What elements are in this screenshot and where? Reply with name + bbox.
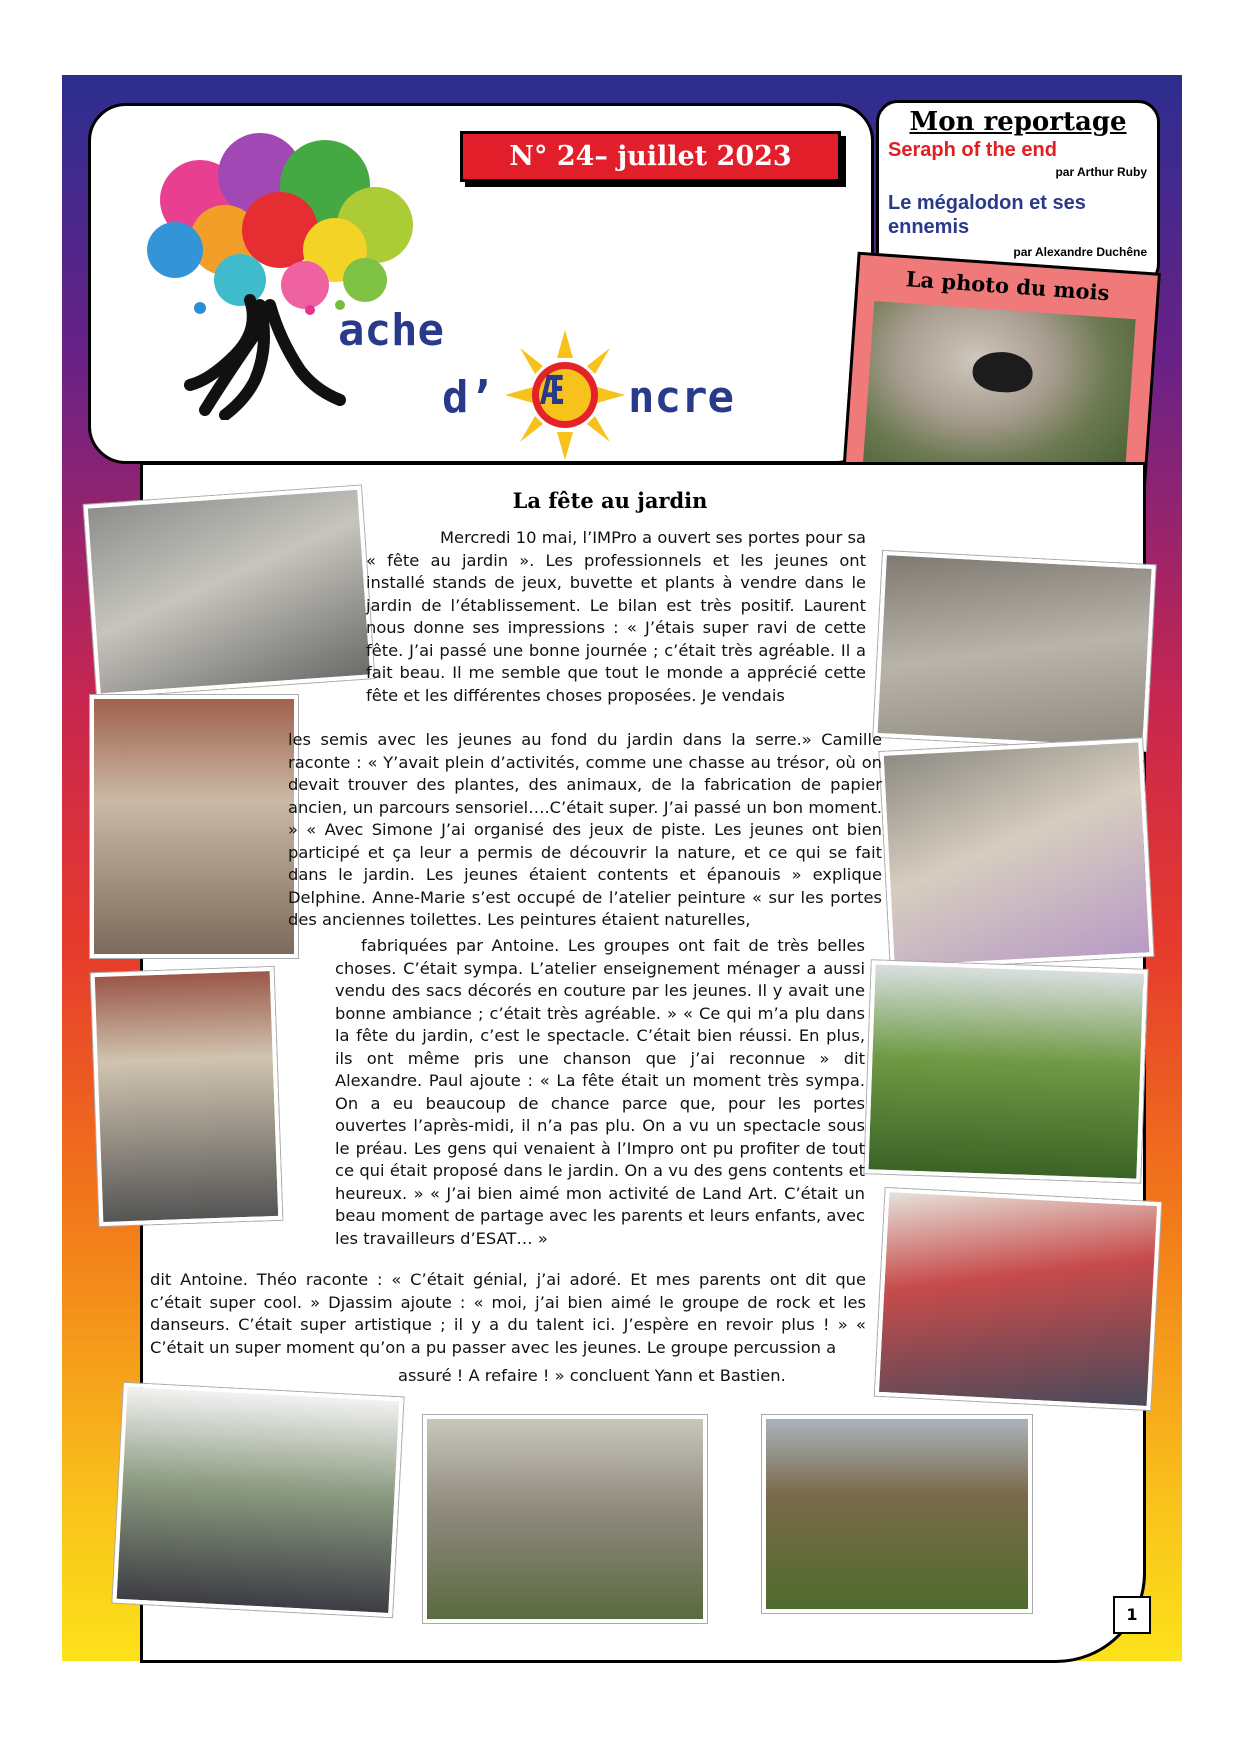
photo-tent-visitors [112, 1383, 403, 1617]
photo-painting-table [90, 695, 298, 958]
reportage-item-2-author: par Alexandre Duchêne [1013, 245, 1147, 259]
photo-stage-performance [873, 551, 1155, 751]
article-paragraph-4: dit Antoine. Théo raconte : « C’était génial, j’ai adoré. Et mes parents ont dit que c’était super cool. » Djassim ajoute : « moi, j’ai bien aimé le groupe de rock et les danseurs. C’était super artistique ; il y a du talent ici. J’espère en revoir plus ! » « C’était un super moment qu’on a pu passer avec les jeunes. Le groupe percussion a [150, 1270, 866, 1357]
article-paragraph-5: assuré ! A refaire ! » concluent Yann et Bastien. [398, 1366, 786, 1385]
logo-text-ncre: ncre [628, 372, 734, 423]
photo-greenhouse [864, 960, 1147, 1183]
logo-text-d: d’ [442, 372, 495, 423]
photo-tables-outside [423, 1415, 707, 1623]
article-title: La fête au jardin [512, 488, 708, 513]
page-number: 1 [1113, 1596, 1151, 1634]
beetle-shape [971, 350, 1034, 394]
issue-banner: N° 24– juillet 2023 [460, 131, 841, 182]
reportage-title: Mon reportage [909, 107, 1127, 137]
article-paragraph-2: les semis avec les jeunes au fond du jardin dans la serre.» Camille raconte : « Y’avait plein d’activités, comme une chasse au trésor, où on devait trouver des plantes, des animaux, de la fabrication de papier ancien, un parcours sensoriel….C’était super. J’ai passé un bon moment. » « Avec Simone J’ai organisé des jeux de piste. Les jeunes ont bien participé et ça leur a permis de découvrir la nature, et ce qui se fait dans le jardin. Les jeunes étaient contents et épanouis » explique Delphine. Anne-Marie s’est occupé de l’atelier peinture « sur les portes des anciennes toilettes. Les peintures étaient naturelles, [288, 730, 882, 929]
article-paragraph-1: Mercredi 10 mai, l’IMPro a ouvert ses portes pour sa « fête au jardin ». Les professionnels et les jeunes ont installé stands de jeux, buvette et plants à vendre dans le jardin de l’établissement. Le bilan est très positif. Laurent nous donne ses impressions : « J’étais super ravi de cette fête. J’ai passé une bonne journée ; c’était très agréable. Il a fait beau. Il me semble que tout le monde a apprécié cette fête et les différentes choses proposées. Je vendais [366, 528, 866, 705]
logo-text-line1: ache [338, 305, 444, 356]
article-paragraph-3: fabriquées par Antoine. Les groupes ont fait de très belles choses. C’était sympa. L’atelier enseignement ménager a aussi vendu des sacs décorés en couture par les jeunes. Il y avait une bonne ambiance ; c’était très agréable. » « Ce qui m’a plu dans la fête du jardin, c’est le spectacle. C’était bien réussi. En plus, ils ont même pris une chanson que j’ai reconnue » dit Alexandre. Paul ajoute : « La fête était un moment très sympa. On a eu beaucoup de chance parce que, pour les portes ouvertes l’après-midi, il n’a pas plu. On a vu un spectacle sous le préau. Les gens qui venaient à l’Impro ont pu profiter de tout ce qui était proposé dans le jardin. On a vu des gens contents et heureux. » « J’ai bien aimé mon activité de Land Art. C’était un beau moment de partage avec les parents et leurs enfants, avec les travailleurs d’ESAT… » [335, 936, 865, 1248]
photo-of-month-title: La photo du mois [905, 266, 1111, 306]
photo-land-art [762, 1415, 1032, 1613]
reportage-item-2-title[interactable]: Le mégalodon et ses ennemis [888, 192, 1086, 238]
photo-workshop-room [875, 1188, 1162, 1410]
logo-text-ae: Æ [540, 368, 565, 414]
photo-percussion-group [84, 486, 375, 698]
reportage-item-1-title[interactable]: Seraph of the end [888, 139, 1057, 161]
reportage-item-1-author: par Arthur Ruby [1055, 165, 1147, 179]
photo-stand-flowers [879, 738, 1153, 969]
sun-logo-icon [505, 330, 625, 460]
logo-tree-image [130, 130, 440, 420]
photo-window-ribbons [91, 967, 283, 1226]
